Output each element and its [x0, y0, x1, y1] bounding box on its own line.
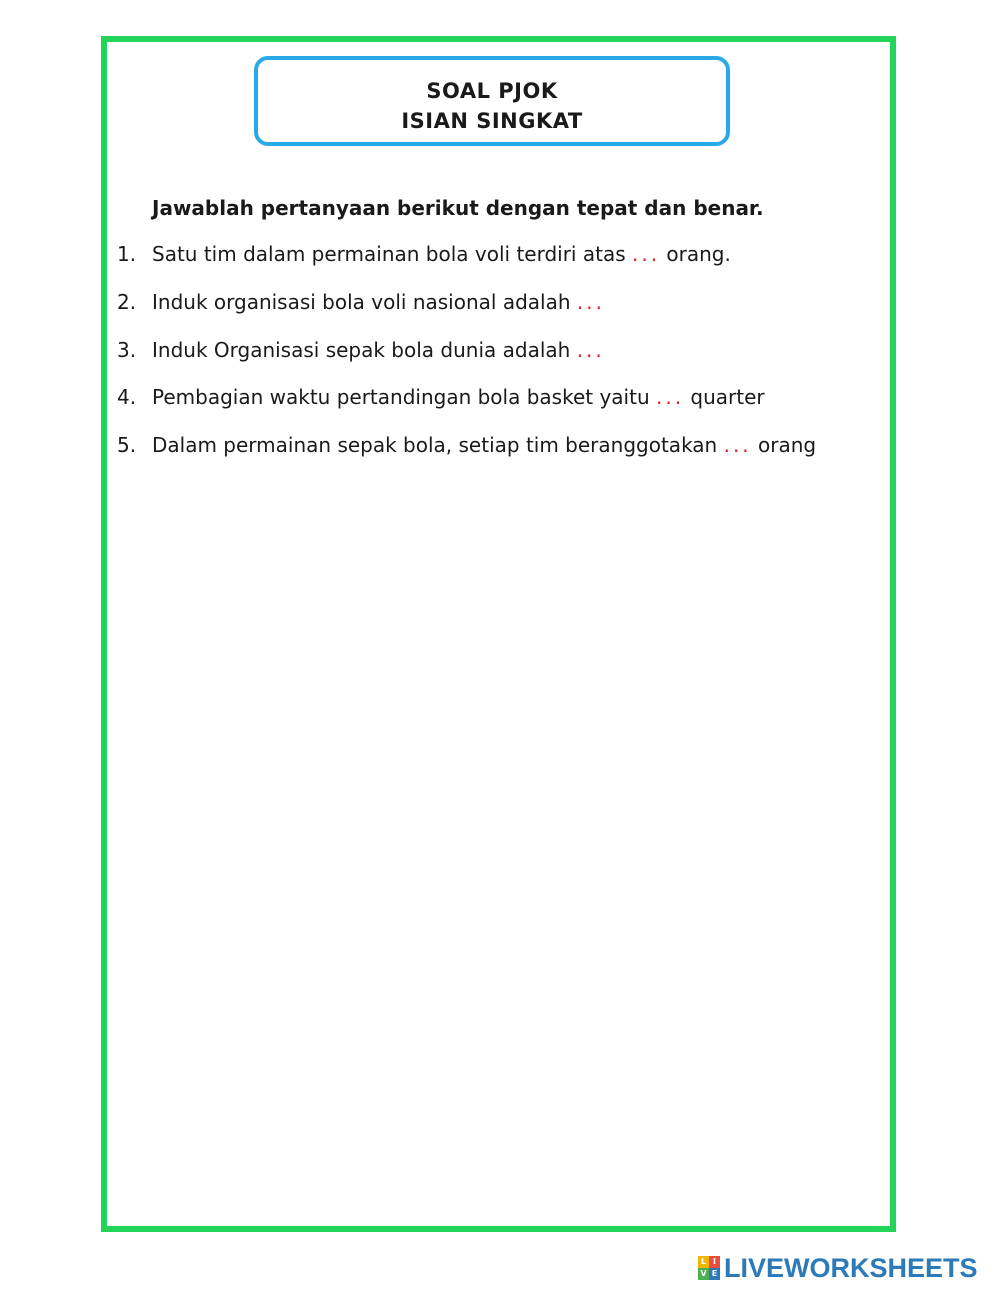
logo-text: LIVEWORKSHEETS	[724, 1252, 978, 1283]
question-1	[117, 240, 731, 268]
question-text: Pembagian waktu pertandingan bola basket yaitu	[152, 385, 656, 409]
question-text: Dalam permainan sepak bola, setiap tim beranggotakan	[152, 433, 724, 457]
answer-blank[interactable]: ...	[576, 338, 605, 362]
question-text-after: quarter	[684, 385, 765, 409]
title-line-2: ISIAN SINGKAT	[401, 109, 583, 133]
question-4	[117, 383, 765, 411]
question-text: Satu tim dalam permainan bola voli terdiri atas	[152, 242, 632, 266]
question-text-after: orang	[751, 433, 817, 457]
question-2	[117, 288, 605, 316]
logo-mark-letter: L	[698, 1256, 709, 1268]
logo-mark-letter: I	[709, 1256, 720, 1268]
question-number: 3.	[117, 338, 137, 362]
question-number: 5.	[117, 433, 137, 457]
question-text: Induk Organisasi sepak bola dunia adalah	[152, 338, 577, 362]
answer-blank[interactable]: ...	[631, 242, 661, 266]
logo-mark-letter: E	[709, 1268, 720, 1280]
title-line-1: SOAL PJOK	[426, 79, 558, 103]
question-text: Induk organisasi bola voli nasional adalah	[152, 290, 577, 314]
instruction-text: Jawablah pertanyaan berikut dengan tepat dan benar.	[152, 196, 764, 220]
title-box	[254, 56, 730, 146]
question-3	[117, 336, 605, 364]
question-text-after: orang.	[660, 242, 731, 266]
question-5	[117, 431, 816, 459]
question-number: 1.	[117, 242, 137, 266]
question-number: 2.	[117, 290, 137, 314]
logo-mark-letter: V	[698, 1268, 709, 1280]
answer-blank[interactable]: ...	[576, 290, 605, 314]
question-number: 4.	[117, 385, 137, 409]
liveworksheets-logo[interactable]	[698, 1253, 978, 1283]
answer-blank[interactable]: ...	[723, 433, 752, 457]
answer-blank[interactable]: ...	[655, 385, 685, 409]
liveworksheets-mark-icon	[698, 1256, 720, 1280]
